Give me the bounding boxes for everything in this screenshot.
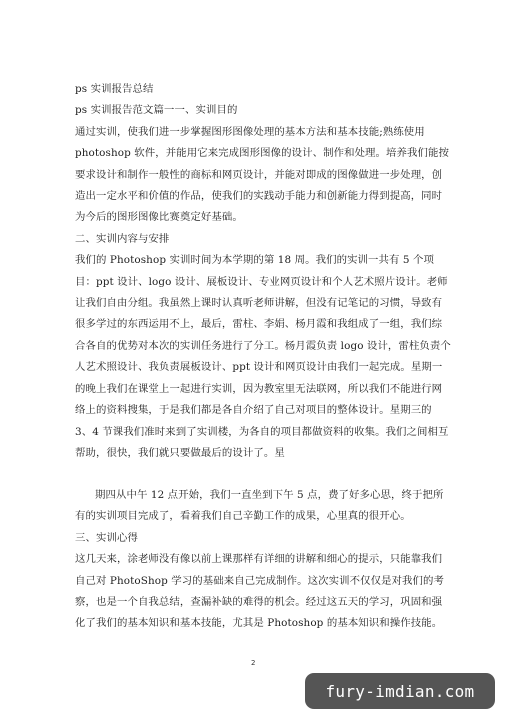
section2-heading: 二、实训内容与安排: [75, 232, 170, 245]
section3-heading: 三、实训心得: [75, 531, 138, 544]
document-body-bottom: [75, 485, 451, 635]
section2-paragraph: 我们的 Photoshop 实训时间为本学期的第 18 周。我们的实训一共有 5 个项目：ppt 设计、logo 设计、展板设计、专业网页设计和个人艺术照片设计。老师让我们自由分组。我虽然上课时认真听老师讲解，但没有记笔记的习惯，导致有很多学过的东西运用不上，最后，雷柱、李娟、杨月霞和我组成了一组，我们综合各自的优势对本次的实训任务进行了分工。杨月霞负责 logo 设计，雷柱负责个人艺术照设计、我负责展板设计、ppt 设计和网页设计由我们一起完成。星期一的晚上我们在课堂上一起进行实训，因为教室里无法联网，所以我们不能进行网络上的资料搜集，于是我们都是各自介绍了自己对项目的整体设计。星期三的 3、4 节课我们准时来到了实训楼，为各自的项目都做资料的收集。我们之间相互帮助，很快，我们就只要做最后的设计了。星: [75, 254, 451, 459]
section1-paragraph: 通过实训，使我们进一步掌握图形图像处理的基本方法和基本技能;熟练使用 photoshop 软件，并能用它来完成图形图像的设计、制作和处理。培养我们能按要求设计和制作一般性的商标和网页设计，并能对即成的图像做进一步处理，创造出一定水平和价值的作品，使我们的实践动手能力和创新能力得到提高，同时为今后的图形图像比赛奠定好基础。: [75, 125, 449, 224]
document-body-top: [75, 79, 451, 464]
document-subtitle: ps 实训报告范文篇一一、实训目的: [75, 104, 238, 117]
document-title: ps 实训报告总结: [75, 83, 154, 95]
section3-paragraph: 这几天来，涂老师没有像以前上课那样有详细的讲解和细心的提示，只能靠我们自己对 PhotoShop 学习的基础来自己完成制作。这次实训不仅仅是对我们的考察，也是一个自我总结，查漏补缺的难得的机会。经过这五天的学习，巩固和强化了我们的基本知识和基本技能，尤其是 Photoshop 的基本知识和操作技能。: [75, 553, 445, 630]
watermark-badge: [305, 673, 495, 709]
watermark-text: fury-imdian.com: [325, 681, 475, 701]
page-number: 2: [251, 659, 256, 667]
continued-paragraph: 期四从中午 12 点开始，我们一直坐到下午 5 点，费了好多心思，终于把所有的实训项目完成了，看着我们自己辛勤工作的成果，心里真的很开心。: [75, 489, 444, 523]
